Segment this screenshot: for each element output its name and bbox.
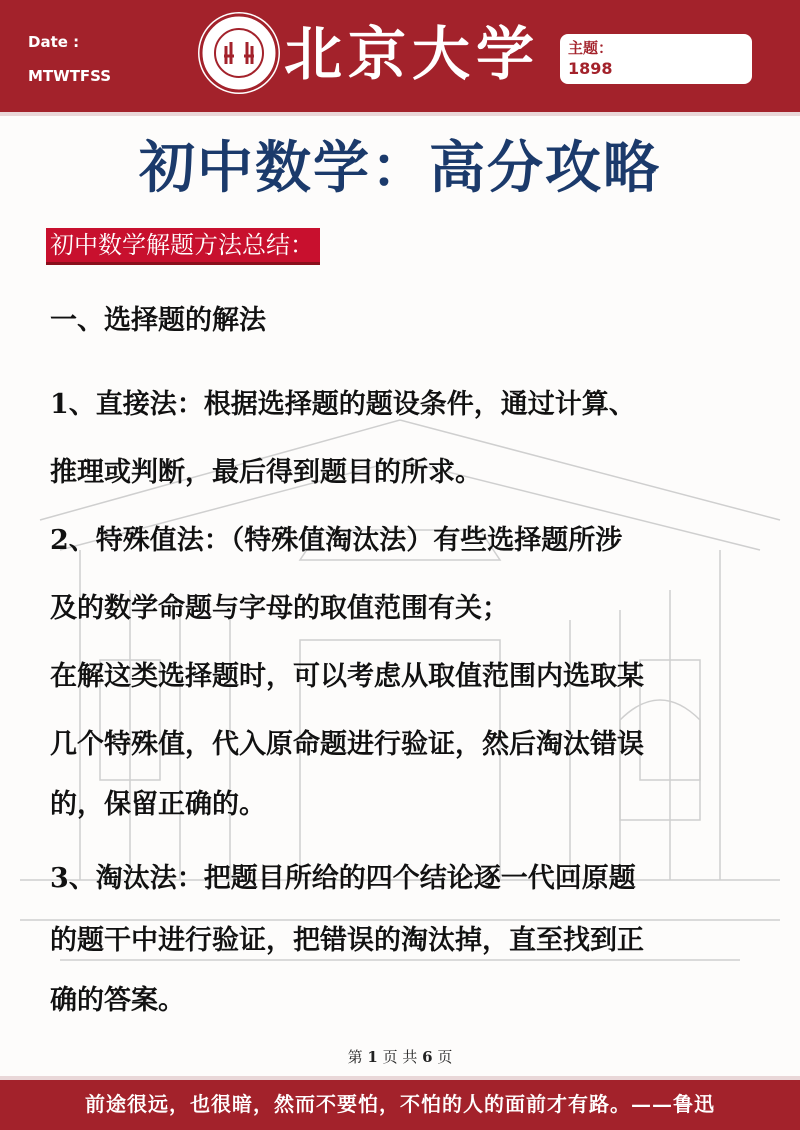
text-line: 2、特殊值法：（特殊值淘汰法）有些选择题所涉 xyxy=(50,525,623,556)
text-line: 1、直接法：根据选择题的题设条件，通过计算、 xyxy=(50,389,636,420)
text-line: 3、淘汰法：把题目所给的四个结论逐一代回原题 xyxy=(50,863,636,894)
text-line: 的题干中进行验证，把错误的淘汰掉，直至找到正 xyxy=(50,925,644,956)
theme-label: 主题： xyxy=(568,39,614,57)
date-label: Date : xyxy=(28,33,80,51)
text-line: 的，保留正确的。 xyxy=(50,789,266,820)
text-line: 及的数学命题与字母的取值范围有关； xyxy=(50,593,509,624)
section-heading: 一、选择题的解法 xyxy=(50,305,266,336)
page-total: 6 xyxy=(422,1048,433,1066)
page-number xyxy=(0,1046,800,1067)
page-suffix: 页 xyxy=(437,1048,453,1066)
main-title: 初中数学：高分攻略 xyxy=(139,135,661,201)
subtitle-highlight: 初中数学解题方法总结： xyxy=(46,228,320,265)
text-line: 推理或判断，最后得到题目的所求。 xyxy=(50,457,482,488)
footer-quote: 前途很远，也很暗，然而不要怕，不怕的人的面前才有路。——鲁迅 xyxy=(85,1092,715,1116)
weekday-code: MTWTFSS xyxy=(28,67,112,85)
theme-value: 1898 xyxy=(568,59,613,78)
text-line: 几个特殊值，代入原命题进行验证，然后淘汰错误 xyxy=(50,729,644,760)
university-seal-logo xyxy=(198,12,280,94)
page-prefix: 第 xyxy=(347,1048,363,1066)
theme-box xyxy=(560,34,752,84)
school-name-logo: 北京大学 xyxy=(284,20,541,88)
page-middle: 页 共 xyxy=(382,1048,418,1066)
text-line: 在解这类选择题时，可以考虑从取值范围内选取某 xyxy=(50,661,644,692)
page-current: 1 xyxy=(367,1048,378,1066)
header-divider xyxy=(0,112,800,116)
text-line: 确的答案。 xyxy=(50,985,185,1016)
